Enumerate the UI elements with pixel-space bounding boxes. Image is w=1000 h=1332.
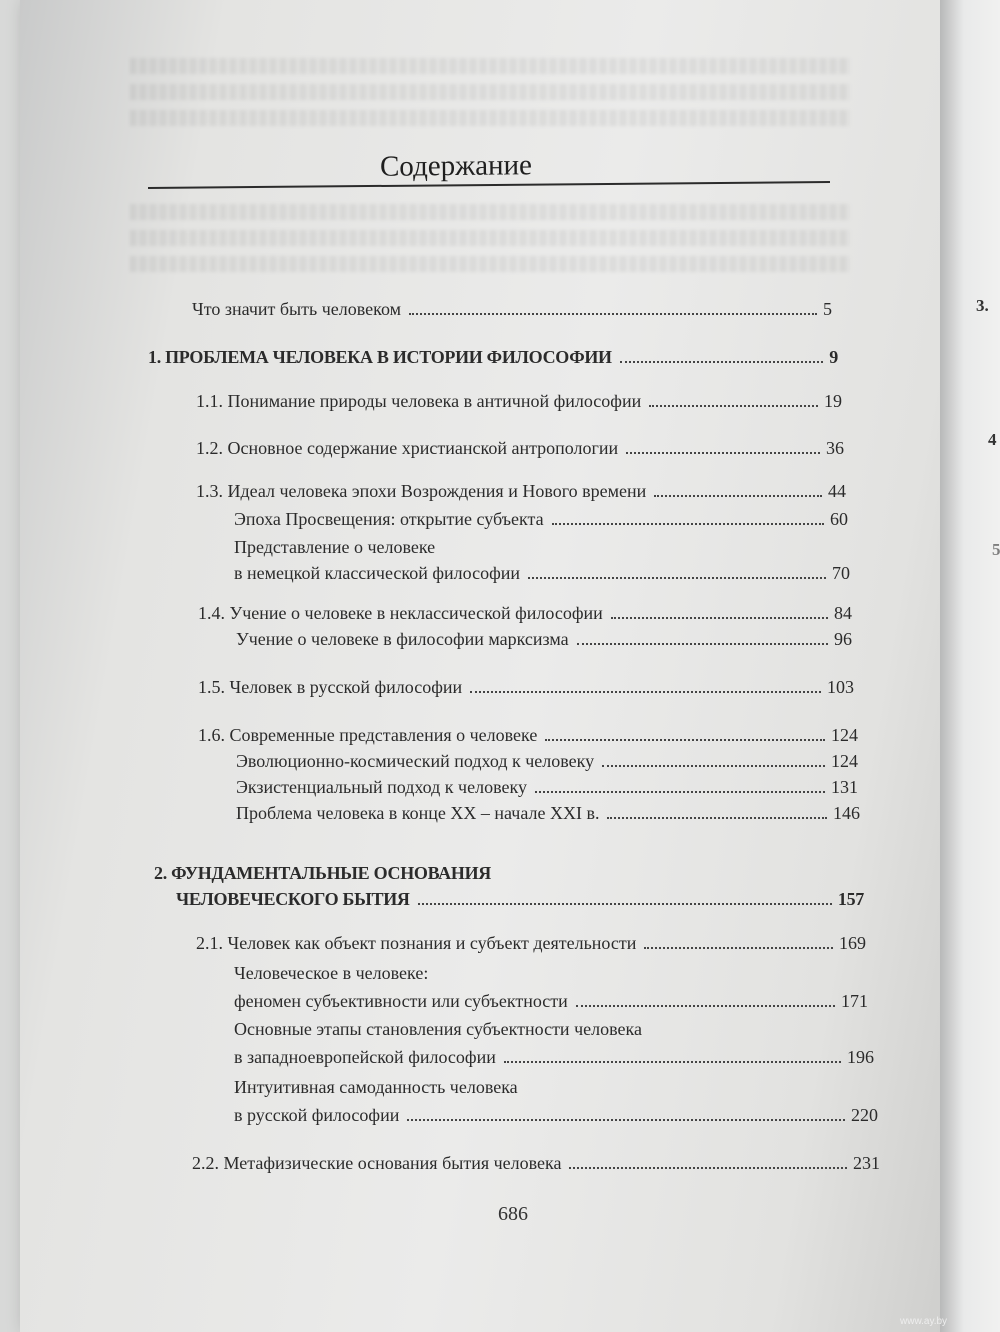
toc-entry-text: Человек как объект познания и субъект деятельности (227, 933, 637, 953)
toc-page-number: 124 (831, 751, 858, 771)
toc-entry-text: в западноевропейской философии (234, 1047, 496, 1067)
toc-entry-section-2 (154, 862, 491, 884)
toc-section-number: 1.3. (196, 481, 223, 501)
adjacent-page-edge (940, 0, 1000, 1332)
toc-entry-1-1 (196, 390, 842, 412)
toc-subentry (234, 1104, 878, 1126)
leader-dots (620, 361, 824, 363)
toc-page-number: 157 (837, 889, 864, 909)
toc-page-number: 131 (831, 777, 858, 797)
toc-entry-text: ПРОБЛЕМА ЧЕЛОВЕКА В ИСТОРИИ ФИЛОСОФИИ (165, 347, 612, 367)
toc-section-number: 2.2. (192, 1153, 219, 1173)
watermark-text: www.ay.by (900, 1316, 948, 1327)
leader-dots (602, 765, 825, 767)
toc-subentry-line: Интуитивная самоданность человека (234, 1077, 518, 1097)
toc-page-number: 9 (829, 347, 838, 367)
toc-page-number: 19 (824, 391, 842, 411)
toc-entry-text: ФУНДАМЕНТАЛЬНЫЕ ОСНОВАНИЯ (171, 863, 491, 883)
toc-entry-1-3 (196, 480, 846, 502)
leader-dots (644, 947, 833, 949)
contents-heading: Содержание (379, 149, 533, 183)
toc-page-number: 103 (827, 677, 854, 697)
toc-entry-section-2-cont (176, 888, 864, 910)
toc-page-number: 196 (847, 1047, 874, 1067)
toc-subentry (236, 802, 860, 824)
toc-entry-text: феномен субъективности или субъектности (234, 991, 568, 1011)
toc-page-number: 44 (828, 481, 846, 501)
toc-subentry (236, 776, 858, 798)
show-through-text (130, 84, 850, 100)
toc-entry-text: Учение о человеке в философии марксизма (236, 629, 569, 649)
toc-entry-text: Что значит быть человеком (192, 299, 402, 319)
toc-section-number: 1.2. (196, 438, 223, 458)
adjacent-page-mark: 4 (988, 430, 997, 449)
toc-entry-text: в немецкой классической философии (234, 563, 521, 583)
toc-entry-text: Эпоха Просвещения: открытие субъекта (234, 509, 544, 529)
leader-dots (577, 643, 828, 645)
toc-entry-text: Современные представления о человеке (229, 725, 538, 745)
toc-subentry (234, 1046, 874, 1068)
toc-section-number: 1. (148, 347, 161, 367)
toc-section-number: 1.5. (198, 677, 225, 697)
leader-dots (607, 817, 827, 819)
toc-entry-text: Идеал человека эпохи Возрождения и Нового времени (227, 481, 647, 501)
toc-page-number: 36 (826, 438, 844, 458)
leader-dots (407, 1119, 845, 1121)
toc-page-number: 96 (834, 629, 852, 649)
leader-dots (654, 495, 822, 497)
toc-entry-section-1 (148, 346, 838, 368)
leader-dots (528, 577, 826, 579)
leader-dots (504, 1061, 841, 1063)
leader-dots (470, 691, 821, 693)
toc-page-number: 169 (839, 933, 866, 953)
leader-dots (545, 739, 825, 741)
toc-page-number: 146 (833, 803, 860, 823)
show-through-text (130, 256, 850, 272)
toc-entry-text: Основное содержание христианской антропологии (227, 438, 619, 458)
toc-page-number: 124 (831, 725, 858, 745)
toc-subentry-line: Человеческое в человеке: (234, 963, 429, 983)
toc-entry-text: Учение о человеке в неклассической философии (229, 603, 603, 623)
toc-subentry-line: Основные этапы становления субъектности человека (234, 1019, 642, 1039)
show-through-text (130, 58, 850, 74)
leader-dots (535, 791, 825, 793)
toc-section-number: 2.1. (196, 933, 223, 953)
toc-entry-1-6 (198, 724, 858, 746)
toc-entry-2-2 (192, 1152, 880, 1174)
adjacent-page-mark: 3. (976, 296, 989, 315)
toc-entry-text: ЧЕЛОВЕЧЕСКОГО БЫТИЯ (176, 889, 410, 909)
toc-subentry (234, 508, 848, 530)
adjacent-page-mark: 5 (992, 540, 1000, 559)
toc-entry-1-2 (196, 437, 844, 459)
leader-dots (409, 313, 817, 315)
toc-subentry-line: Представление о человеке (234, 537, 436, 557)
toc-entry-text: Метафизические основания бытия человека (223, 1153, 562, 1173)
toc-entry-1-4 (198, 602, 852, 624)
show-through-text (130, 204, 850, 220)
leader-dots (576, 1005, 835, 1007)
toc-subentry (236, 628, 852, 650)
show-through-text (130, 110, 850, 126)
page-number: 686 (498, 1203, 528, 1225)
toc-page-number: 60 (830, 509, 848, 529)
show-through-text (130, 230, 850, 246)
toc-page-number: 70 (832, 563, 850, 583)
toc-subentry (236, 750, 858, 772)
book-page (20, 0, 940, 1332)
toc-entry-text: Проблема человека в конце XX – начале XXI в. (236, 803, 600, 823)
toc-page-number: 171 (841, 991, 868, 1011)
toc-section-number: 2. (154, 863, 167, 883)
toc-page-number: 220 (851, 1105, 878, 1125)
leader-dots (649, 405, 818, 407)
toc-entry-1-5 (198, 676, 854, 698)
toc-entry-text: Экзистенциальный подход к человеку (236, 777, 527, 797)
toc-entry-text: Эволюционно-космический подход к человеку (236, 751, 595, 771)
leader-dots (611, 617, 828, 619)
toc-entry-text: в русской философии (234, 1105, 400, 1125)
toc-section-number: 1.1. (196, 391, 223, 411)
toc-page-number: 84 (834, 603, 852, 623)
leader-dots (569, 1167, 847, 1169)
toc-entry-2-1 (196, 932, 866, 954)
toc-entry-text: Понимание природы человека в античной философии (227, 391, 642, 411)
leader-dots (552, 523, 824, 525)
toc-entry-intro (192, 298, 832, 320)
leader-dots (626, 452, 820, 454)
toc-section-number: 1.6. (198, 725, 225, 745)
toc-page-number: 231 (853, 1153, 880, 1173)
toc-page-number: 5 (823, 299, 832, 319)
leader-dots (418, 903, 832, 905)
toc-subentry (234, 562, 850, 584)
toc-subentry (234, 990, 868, 1012)
toc-section-number: 1.4. (198, 603, 225, 623)
toc-entry-text: Человек в русской философии (229, 677, 463, 697)
